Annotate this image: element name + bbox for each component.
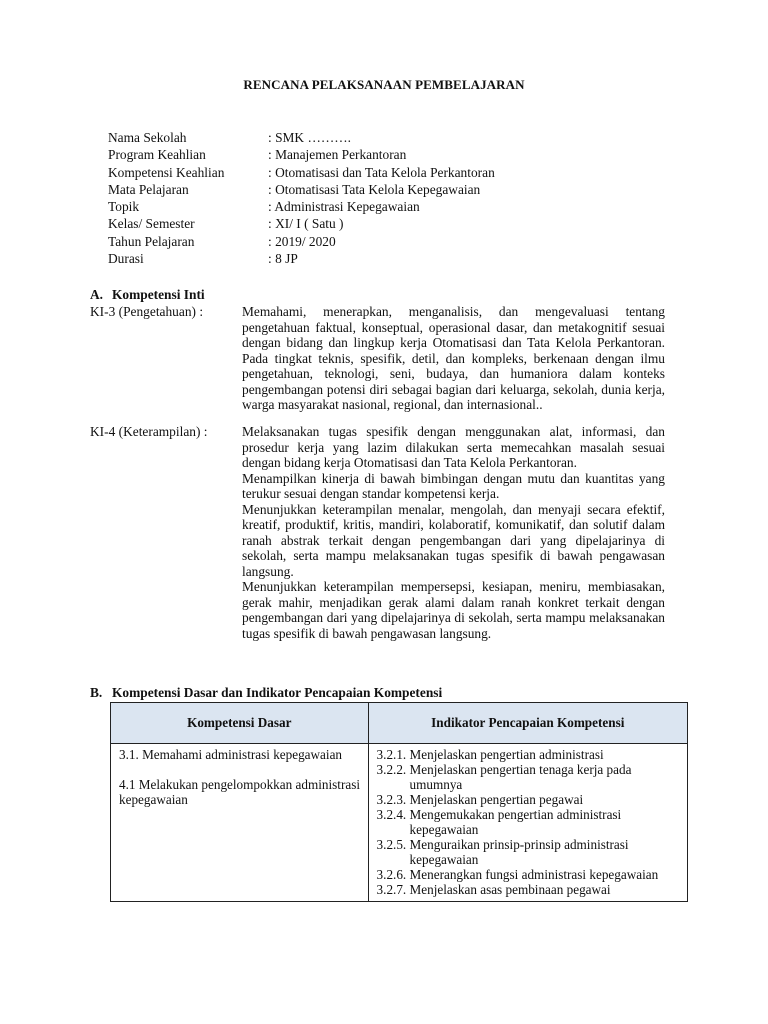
table-header-row bbox=[111, 703, 688, 744]
info-value: : 8 JP bbox=[268, 251, 298, 267]
document-title: RENCANA PELAKSANAAN PEMBELAJARAN bbox=[243, 77, 525, 92]
ipk-text: Menjelaskan pengertian administrasi bbox=[409, 747, 604, 762]
ipk-item bbox=[377, 807, 681, 837]
info-row-durasi bbox=[108, 250, 495, 267]
section-number: A. bbox=[90, 287, 104, 302]
section-title: Kompetensi Inti bbox=[112, 287, 205, 302]
info-value: : SMK ………. bbox=[268, 130, 351, 145]
info-label: Mata Pelajaran bbox=[108, 181, 189, 197]
identity-block bbox=[108, 129, 495, 267]
info-label: Tahun Pelajaran bbox=[108, 233, 195, 249]
ki3-text bbox=[242, 304, 665, 413]
header-indikator: Indikator Pencapaian Kompetensi bbox=[368, 703, 687, 744]
table-row bbox=[111, 744, 688, 902]
ipk-number: 3.2.2. bbox=[376, 762, 407, 777]
ipk-text: Mengemukakan pengertian administrasi kepegawaian bbox=[409, 807, 622, 837]
ki4-paragraph: Menunjukkan keterampilan mempersepsi, kesiapan, meniru, membiasakan, gerak mahir, menjadikan gerak alami dalam ranah konkret terkait dengan pengembangan dari yang dipelajarinya di sekolah, serta mampu melaksanakan tugas spesifik di bawah pengawasan langsung. bbox=[242, 579, 665, 641]
ipk-item bbox=[377, 867, 681, 882]
ki4-paragraph: Melaksanakan tugas spesifik dengan menggunakan alat, informasi, dan prosedur kerja yang lazim dilakukan serta memecahkan masalah sesuai dengan bidang kerja Otomatisasi dan Tata Kelola Perkantoran. bbox=[242, 424, 665, 470]
header-kompetensi-dasar: Kompetensi Dasar bbox=[111, 703, 369, 744]
competency-table bbox=[110, 702, 688, 902]
info-value: : Administrasi Kepegawaian bbox=[268, 199, 420, 215]
info-row-mata-pelajaran bbox=[108, 181, 495, 198]
section-b-heading bbox=[90, 685, 442, 701]
info-row-tahun-pelajaran bbox=[108, 233, 495, 250]
ipk-item bbox=[377, 762, 681, 792]
ipk-number: 3.2.7. bbox=[376, 882, 407, 897]
ki4-label: KI-4 (Keterampilan) : bbox=[90, 424, 208, 439]
ki4-paragraph: Menunjukkan keterampilan menalar, mengolah, dan menyaji secara efektif, kreatif, produktif, kritis, mandiri, kolaboratif, komunikatif, dan solutif dalam ranah abstrak terkait dengan pengembangan dari yang dipelajarinya di sekolah, serta mampu melaksanakan tugas spesifik di bawah pengawasan langsung. bbox=[242, 501, 665, 579]
ipk-number: 3.2.5. bbox=[376, 837, 407, 852]
info-value: : XI/ I ( Satu ) bbox=[268, 216, 344, 232]
info-row-program-keahlian bbox=[108, 146, 495, 163]
ipk-text: Menguraikan prinsip-prinsip administrasi kepegawaian bbox=[409, 837, 629, 867]
ki3-label: KI-3 (Pengetahuan) : bbox=[90, 304, 204, 319]
info-row-kompetensi-keahlian bbox=[108, 164, 495, 181]
info-value: : Otomatisasi dan Tata Kelola Perkantoran bbox=[268, 164, 495, 180]
ipk-item bbox=[377, 882, 681, 897]
ipk-item bbox=[377, 747, 681, 762]
info-value: : 2019/ 2020 bbox=[268, 233, 336, 249]
kd-cell bbox=[111, 744, 369, 902]
info-label: Kompetensi Keahlian bbox=[108, 164, 225, 180]
section-a-heading bbox=[90, 287, 205, 303]
ipk-text: Menjelaskan pengertian pegawai bbox=[409, 792, 584, 807]
info-label: Topik bbox=[108, 199, 140, 215]
info-value: : Manajemen Perkantoran bbox=[268, 147, 407, 163]
ipk-text: Menjelaskan pengertian tenaga kerja pada umumnya bbox=[409, 762, 632, 792]
info-label: Nama Sekolah bbox=[108, 130, 187, 145]
ipk-text: Menjelaskan asas pembinaan pegawai bbox=[409, 882, 611, 897]
ki4-paragraph: Menampilkan kinerja di bawah bimbingan dengan mutu dan kuantitas yang terukur sesuai dengan standar kompetensi kerja. bbox=[242, 470, 665, 501]
spacer bbox=[119, 762, 362, 777]
info-row-kelas-semester bbox=[108, 215, 495, 232]
ipk-item bbox=[377, 837, 681, 867]
info-label: Program Keahlian bbox=[108, 147, 206, 163]
info-label: Durasi bbox=[108, 251, 144, 267]
ki3-paragraph: Memahami, menerapkan, menganalisis, dan mengevaluasi tentang pengetahuan faktual, konseptual, operasional dasar, dan metakognitif sesuai dengan bidang dan lingkup kerja Otomatisasi dan Tata Kelola Perkantoran. Pada tingkat teknis, spesifik, detil, dan kompleks, berkenaan dengan ilmu pengetahuan, teknologi, seni, budaya, dan humaniora dalam konteks pengembangan potensi diri sebagai bagian dari keluarga, sekolah, dunia kerja, warga masyarakat nasional, regional, dan internasional.. bbox=[242, 304, 665, 412]
ki4-text bbox=[242, 424, 665, 641]
info-row-topik bbox=[108, 198, 495, 215]
info-label: Kelas/ Semester bbox=[108, 216, 195, 232]
info-row-nama-sekolah bbox=[108, 129, 495, 146]
info-value: : Otomatisasi Tata Kelola Kepegawaian bbox=[268, 181, 481, 197]
ipk-number: 3.2.6. bbox=[376, 867, 407, 882]
section-title: Kompetensi Dasar dan Indikator Pencapaian Kompetensi bbox=[112, 685, 443, 700]
ipk-cell bbox=[368, 744, 687, 902]
ipk-number: 3.2.4. bbox=[376, 807, 407, 822]
kd-item: 4.1 Melakukan pengelompokkan administrasi kepegawaian bbox=[119, 777, 360, 807]
section-number: B. bbox=[90, 685, 103, 700]
ipk-number: 3.2.1. bbox=[376, 747, 407, 762]
ipk-item bbox=[377, 792, 681, 807]
ipk-text: Menerangkan fungsi administrasi kepegawaian bbox=[409, 867, 659, 882]
ipk-number: 3.2.3. bbox=[376, 792, 407, 807]
kd-item: 3.1. Memahami administrasi kepegawaian bbox=[119, 747, 343, 762]
